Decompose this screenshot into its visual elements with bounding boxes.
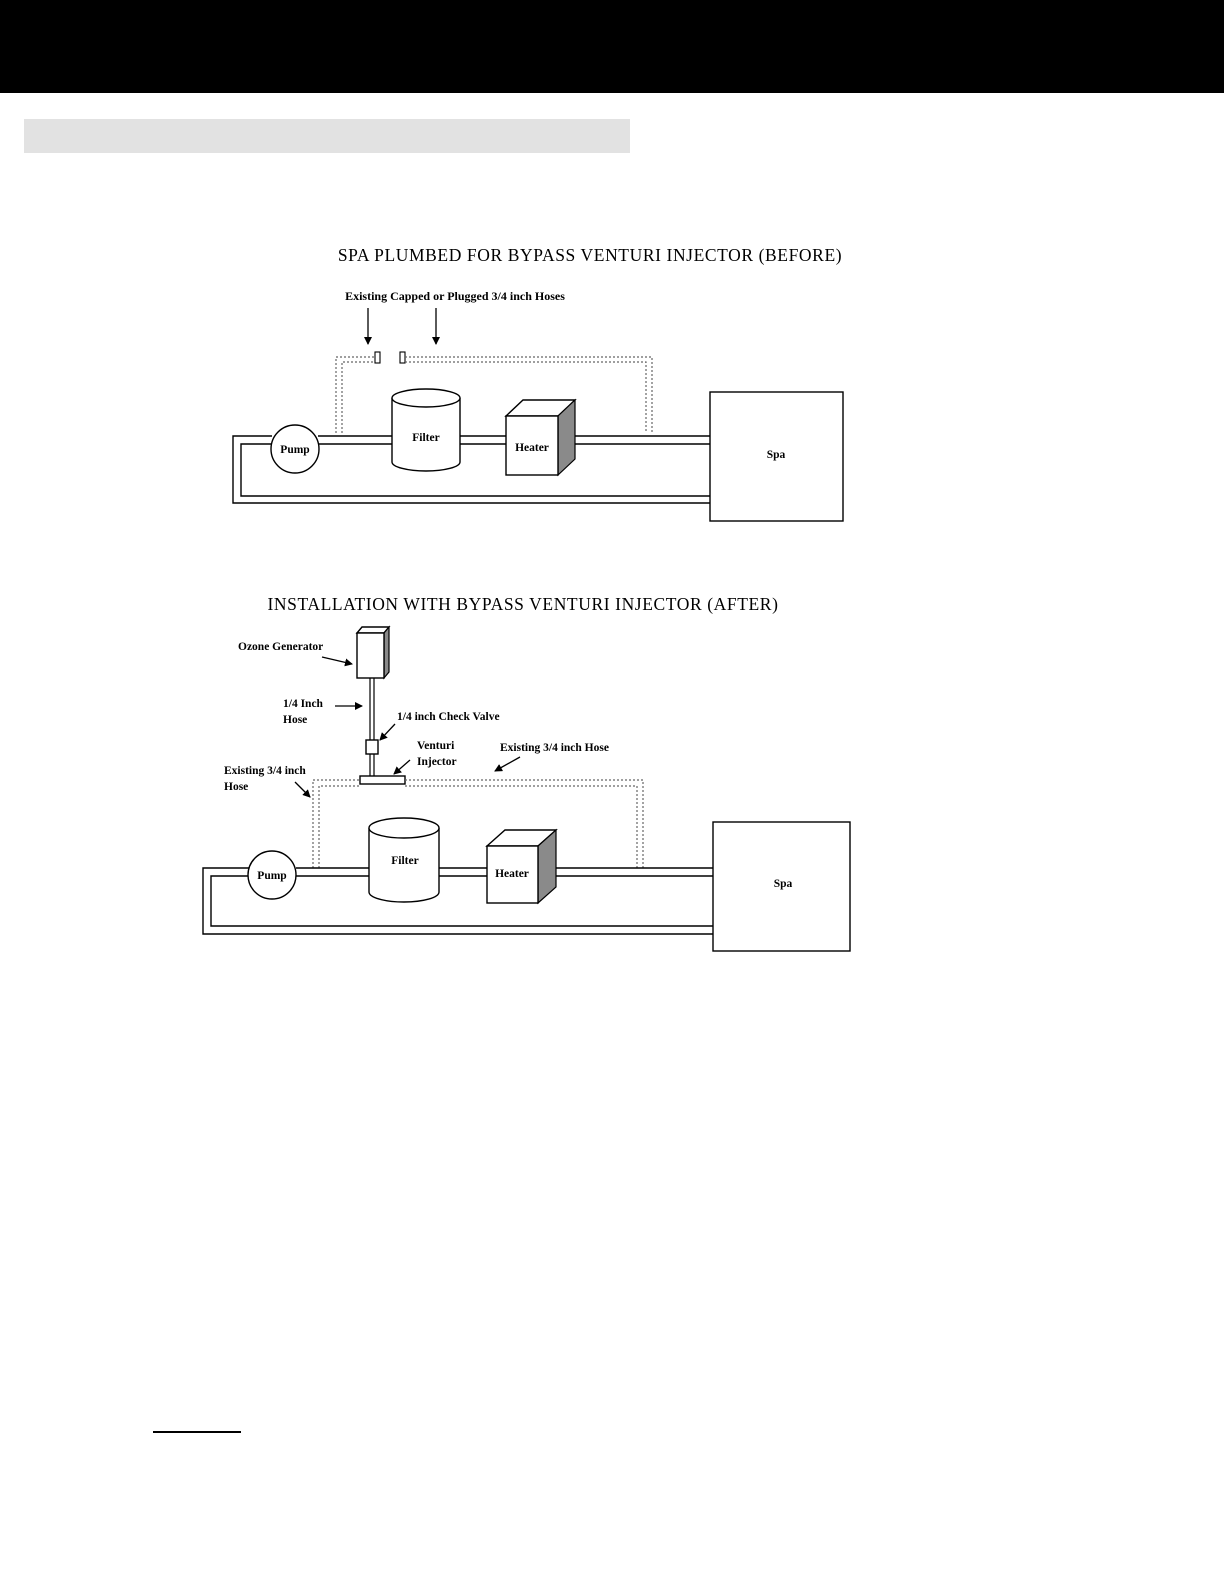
hose-cap-right <box>400 352 405 363</box>
ozone-generator-label: Ozone Generator <box>238 641 324 653</box>
after-filter-label: Filter <box>391 855 419 867</box>
hose-cap-left <box>375 352 380 363</box>
after-spa <box>713 822 850 951</box>
capped-hoses-callout: Existing Capped or Plugged 3/4 inch Hoses <box>345 289 565 303</box>
check-valve-arrow <box>380 724 395 740</box>
existing-hose-left-arrow <box>295 782 310 797</box>
venturi-arrow <box>394 760 410 774</box>
existing-hose-right-label: Existing 3/4 inch Hose <box>500 742 609 754</box>
after-heater <box>487 830 556 903</box>
before-filter <box>392 389 460 471</box>
quarter-hose-label-1: 1/4 Inch <box>283 698 323 710</box>
before-heater-label: Heater <box>515 442 549 454</box>
capped-hoses <box>336 352 652 433</box>
diagram-after <box>203 594 850 951</box>
diagram-before <box>233 245 843 521</box>
ozone-arrow <box>322 657 352 664</box>
before-filter-label: Filter <box>412 432 440 444</box>
footnote-rule <box>153 1431 241 1433</box>
before-pump-label: Pump <box>280 444 310 456</box>
venturi-label-1: Venturi <box>417 740 455 752</box>
ozone-generator <box>357 627 389 678</box>
check-valve-label: 1/4 inch Check Valve <box>397 711 500 723</box>
bypass-hoses <box>313 780 643 868</box>
before-spa-label: Spa <box>766 449 786 461</box>
before-spa <box>710 392 843 521</box>
after-title: INSTALLATION WITH BYPASS VENTURI INJECTOR (AFTER) <box>267 594 779 614</box>
after-pump <box>248 851 296 899</box>
before-pump <box>271 425 319 473</box>
after-heater-label: Heater <box>495 868 529 880</box>
existing-hose-right-arrow <box>495 757 520 771</box>
before-title: SPA PLUMBED FOR BYPASS VENTURI INJECTOR (BEFORE) <box>337 245 843 265</box>
before-heater <box>506 400 575 475</box>
after-pump-label: Pump <box>257 870 287 882</box>
existing-hose-left-label-2: Hose <box>224 781 249 793</box>
venturi-injector <box>360 776 405 784</box>
venturi-label-2: Injector <box>417 756 457 768</box>
existing-hose-left-label-1: Existing 3/4 inch <box>224 765 306 777</box>
after-spa-label: Spa <box>773 878 793 890</box>
check-valve <box>366 740 378 754</box>
quarter-hose-label-2: Hose <box>283 714 308 726</box>
after-filter <box>369 818 439 902</box>
